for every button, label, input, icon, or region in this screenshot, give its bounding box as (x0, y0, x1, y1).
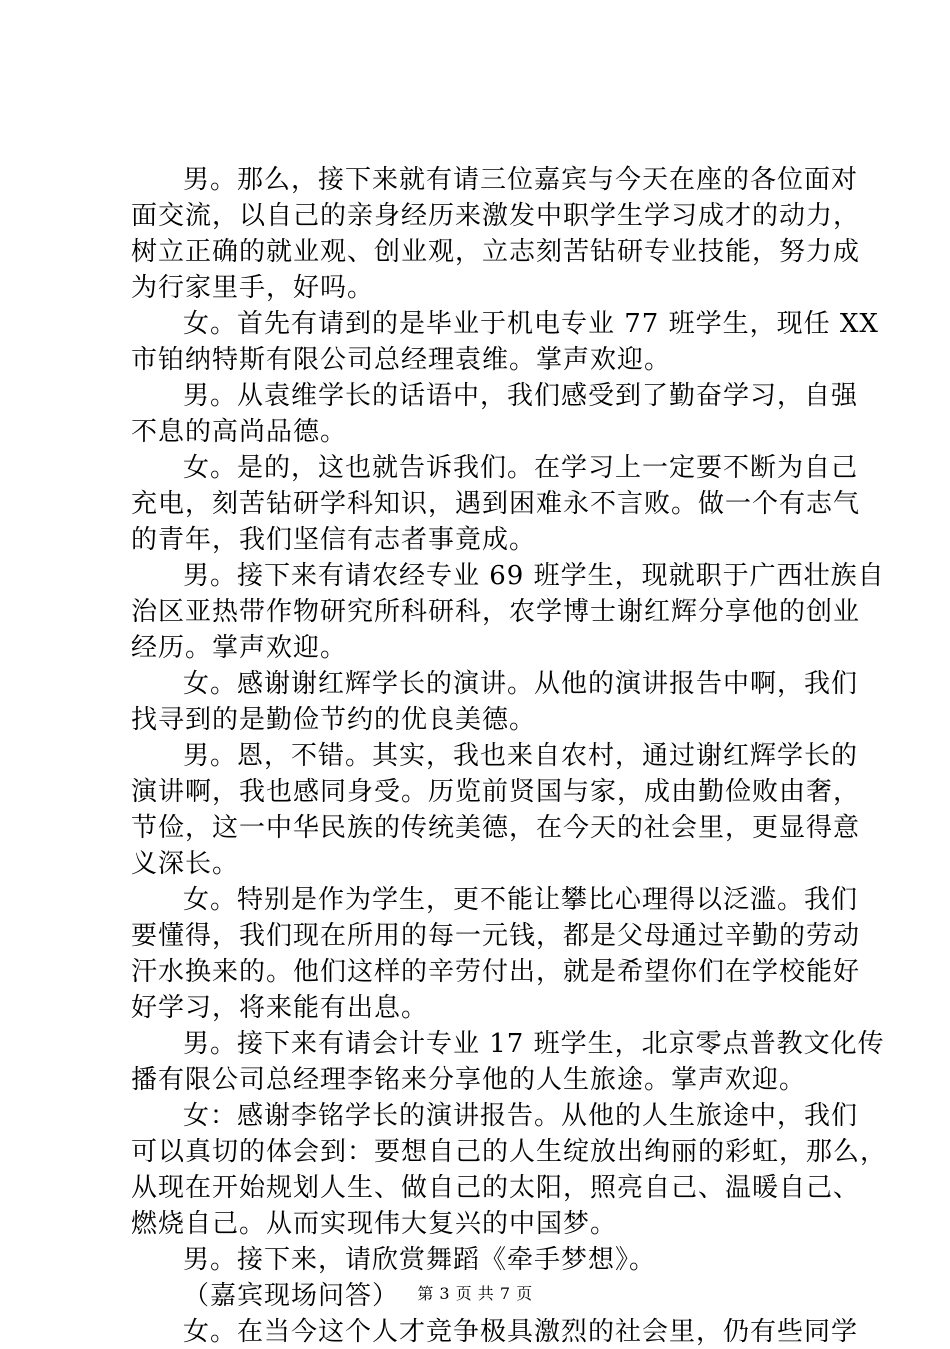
text-line: 面交流，以自己的亲身经历来激发中职学生学习成才的动力， (131, 201, 861, 231)
text-line: 经历。掌声欢迎。 (131, 633, 348, 663)
text-line: 演讲啊，我也感同身受。历览前贤国与家，成由勤俭败由奢， (131, 777, 861, 807)
text-line: 播有限公司总经理李铭来分享他的人生旅途。掌声欢迎。 (131, 1065, 807, 1095)
text-line: 充电，刻苦钻研学科知识，遇到困难永不言败。做一个有志气 (131, 489, 861, 519)
text-line: 男。接下来，请欣赏舞蹈《牵手梦想》。 (183, 1245, 657, 1275)
text-line: 找寻到的是勤俭节约的优良美德。 (131, 705, 537, 735)
text-line: 为行家里手，好吗。 (131, 273, 375, 303)
text-line: 女。感谢谢红辉学长的演讲。从他的演讲报告中啊，我们 (183, 669, 859, 699)
text-line: 男。从袁维学长的话语中，我们感受到了勤奋学习，自强 (183, 381, 859, 411)
text-line: 可以真切的体会到：要想自己的人生绽放出绚丽的彩虹，那么， (131, 1137, 888, 1167)
text-line: 汗水换来的。他们这样的辛劳付出，就是希望你们在学校能好 (131, 957, 861, 987)
text-line: 男。那么，接下来就有请三位嘉宾与今天在座的各位面对 (183, 165, 859, 195)
text-line: （嘉宾现场问答） (183, 1281, 400, 1311)
text-line: 治区亚热带作物研究所科研科，农学博士谢红辉分享他的创业 (131, 597, 861, 627)
text-line: 女。在当今这个人才竞争极具激烈的社会里，仍有些同学 (183, 1317, 859, 1347)
text-line: 女。特别是作为学生，更不能让攀比心理得以泛滥。我们 (183, 885, 859, 915)
text-line: 市铂纳特斯有限公司总经理袁维。掌声欢迎。 (131, 345, 672, 375)
text-line: 树立正确的就业观、创业观，立志刻苦钻研专业技能，努力成 (131, 237, 861, 267)
text-line: 男。接下来有请农经专业 69 班学生，现就职于广西壮族自 (183, 561, 885, 591)
text-line: 义深长。 (131, 849, 240, 879)
text-line: 男。恩，不错。其实，我也来自农村，通过谢红辉学长的 (183, 741, 859, 771)
text-line: 要懂得，我们现在所用的每一元钱，都是父母通过辛勤的劳动 (131, 921, 861, 951)
text-line: 女。首先有请到的是毕业于机电专业 77 班学生，现任 XX (183, 309, 879, 339)
text-line: 女。是的，这也就告诉我们。在学习上一定要不断为自己 (183, 453, 859, 483)
text-line: 好学习，将来能有出息。 (131, 993, 429, 1023)
text-line: 节俭，这一中华民族的传统美德，在今天的社会里，更显得意 (131, 813, 861, 843)
text-line: 燃烧自己。从而实现伟大复兴的中国梦。 (131, 1209, 618, 1239)
text-line: 男。接下来有请会计专业 17 班学生，北京零点普教文化传 (183, 1029, 885, 1059)
text-line: 女：感谢李铭学长的演讲报告。从他的人生旅途中，我们 (183, 1101, 859, 1131)
page-number-footer: 第 3 页 共 7 页 (417, 1284, 533, 1303)
text-line: 从现在开始规划人生、做自己的太阳，照亮自己、温暖自己、 (131, 1173, 861, 1203)
text-line: 的青年，我们坚信有志者事竟成。 (131, 525, 537, 555)
text-line: 不息的高尚品德。 (131, 417, 348, 447)
